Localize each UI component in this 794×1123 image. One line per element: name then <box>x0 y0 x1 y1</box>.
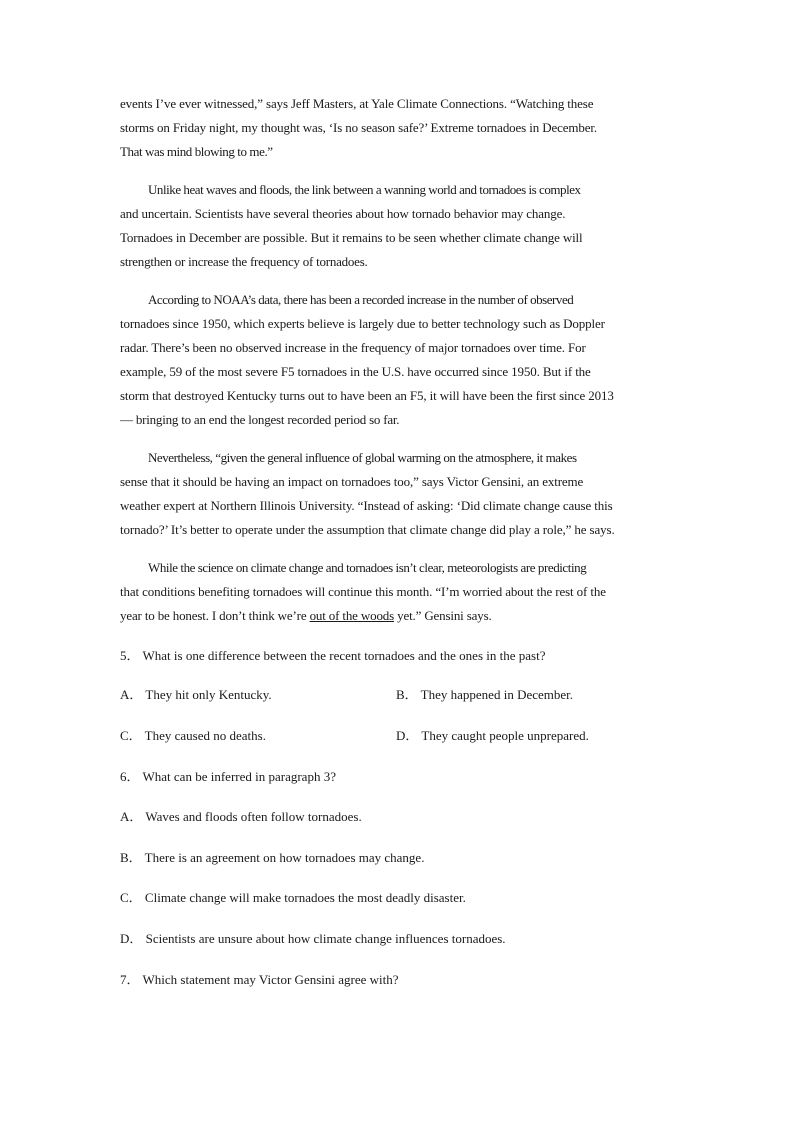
paragraph-line: radar. There’s been no observed increase in the frequency of major tornadoes over time. For <box>120 340 586 355</box>
paragraph-line: events I’ve ever witnessed,” says Jeff Masters, at Yale Climate Connections. “Watching these <box>120 96 594 111</box>
underlined-phrase: out of the woods <box>309 608 395 623</box>
option-b: B． They happened in December. <box>396 687 574 702</box>
paragraph-line: example, 59 of the most severe F5 tornadoes in the U.S. have occurred since 1950. But if the <box>120 364 591 379</box>
paragraph-line: storms on Friday night, my thought was, ‘Is no season safe?’ Extreme tornadoes in December. <box>120 120 597 135</box>
paragraph-line: and uncertain. Scientists have several theories about how tornado behavior may change. <box>120 206 566 221</box>
paragraph-line <box>120 608 680 624</box>
paragraph-line: While the science on climate change and tornadoes isn’t clear, meteorologists are predicting <box>148 560 587 575</box>
paragraph-line: Tornadoes in December are possible. But it remains to be seen whether climate change will <box>120 230 583 245</box>
paragraph-line: tornadoes since 1950, which experts believe is largely due to better technology such as Doppler <box>120 316 605 331</box>
option-d: D． They caught people unprepared. <box>396 728 589 743</box>
option-c: C． They caused no deaths. <box>120 728 266 743</box>
option-c: C． Climate change will make tornadoes the most deadly disaster. <box>120 890 466 905</box>
paragraph-line: That was mind blowing to me.” <box>120 144 273 159</box>
paragraph-line: storm that destroyed Kentucky turns out to have been an F5, it will have been the first since 2013 <box>120 388 614 403</box>
paragraph-line: strengthen or increase the frequency of tornadoes. <box>120 254 368 269</box>
paragraph-line: tornado?’ It’s better to operate under the assumption that climate change did play a role,” he says. <box>120 522 615 537</box>
paragraph-line: Unlike heat waves and floods, the link between a wanning world and tornadoes is complex <box>148 182 581 197</box>
paragraph-line: Nevertheless, “given the general influence of global warming on the atmosphere, it makes <box>148 450 577 465</box>
question-stem: 7． Which statement may Victor Gensini agree with? <box>120 972 399 987</box>
paragraph-line: — bringing to an end the longest recorded period so far. <box>120 412 400 427</box>
option-a: A． They hit only Kentucky. <box>120 687 272 702</box>
question-stem: 6． What can be inferred in paragraph 3? <box>120 769 336 784</box>
text-span: year to be honest. I don’t think we’re <box>120 608 310 623</box>
option-d: D． Scientists are unsure about how climate change influences tornadoes. <box>120 931 506 946</box>
paragraph-line: sense that it should be having an impact on tornadoes too,” says Victor Gensini, an extreme <box>120 474 584 489</box>
option-b: B． There is an agreement on how tornadoes may change. <box>120 850 425 865</box>
option-a: A． Waves and floods often follow tornadoes. <box>120 809 362 824</box>
paragraph-line: that conditions benefiting tornadoes will continue this month. “I’m worried about the rest of the <box>120 584 606 599</box>
paragraph-line: weather expert at Northern Illinois University. “Instead of asking: ‘Did climate change cause this <box>120 498 613 513</box>
question-stem: 5． What is one difference between the recent tornadoes and the ones in the past? <box>120 648 546 663</box>
paragraph-line: According to NOAA’s data, there has been a recorded increase in the number of observed <box>148 292 574 307</box>
text-span: yet.” Gensini says. <box>394 608 492 623</box>
